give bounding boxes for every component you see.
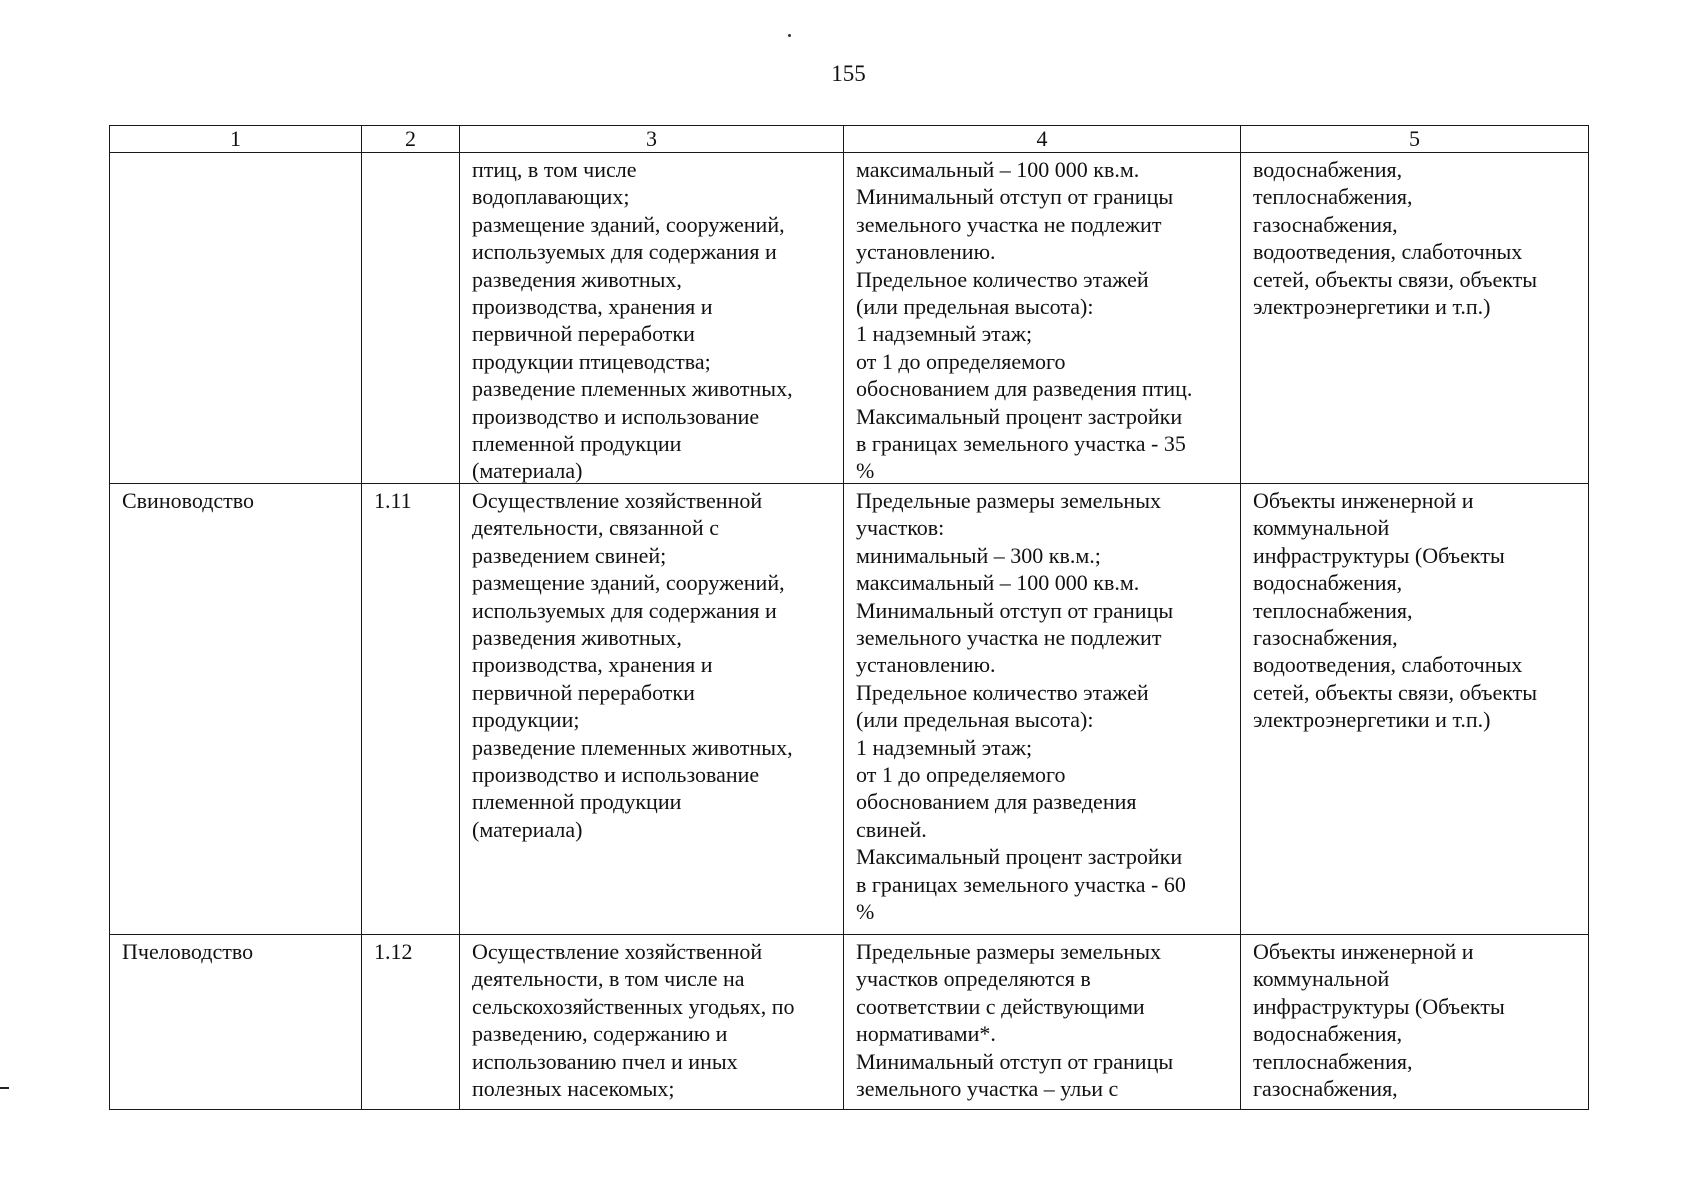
cell-text-line: разведением свиней; (472, 542, 667, 568)
cell-text-line: коммунальной (1253, 515, 1390, 541)
table-cell-col-2 (362, 935, 460, 1110)
table-header (110, 126, 1589, 153)
cell-text-line: (или предельная высота): (856, 707, 1094, 733)
cell-content (362, 153, 459, 483)
cell-text-line: участков: (856, 515, 945, 541)
cell-text-line: Осуществление хозяйственной (472, 939, 763, 964)
cell-content (460, 935, 843, 1109)
cell-text-line: Пчеловодство (122, 939, 254, 964)
cell-text-line: используемых для содержания и (472, 239, 777, 265)
cell-text-line: коммунальной (1253, 966, 1390, 992)
cell-text-line: водоснабжения, (1253, 1021, 1403, 1047)
cell-text-line: продукции птицеводства; (472, 348, 711, 374)
table-cell-col-1 (110, 484, 362, 935)
cell-text-line: % (856, 458, 875, 483)
cell-text-line: размещение зданий, сооружений, (472, 570, 785, 596)
cell-text-line: обоснованием для разведения птиц. (856, 376, 1193, 402)
cell-content (110, 153, 361, 483)
page-number: 155 (831, 61, 866, 86)
cell-text-line: от 1 до определяемого (856, 348, 1066, 374)
cell-content (844, 935, 1240, 1109)
cell-text-line: Максимальный процент застройки (856, 844, 1183, 870)
cell-text-line: разведению, содержанию и (472, 1021, 728, 1047)
table-cell-col-5 (1241, 153, 1589, 484)
cell-content (460, 153, 843, 483)
cell-text-line: Предельные размеры земельных (856, 488, 1161, 513)
cell-text-line: Предельное количество этажей (856, 679, 1149, 705)
table-cell-col-2 (362, 153, 460, 484)
cell-text-line: нормативами*. (856, 1021, 996, 1047)
header-col-5: 5 (1241, 126, 1589, 153)
cell-text-line: используемых для содержания и (472, 597, 777, 623)
table-cell-col-3 (460, 935, 844, 1110)
header-col-2: 2 (362, 126, 460, 153)
cell-text-line: сетей, объекты связи, объекты (1253, 679, 1538, 705)
cell-text-line: водоотведения, слаботочных (1253, 239, 1523, 265)
table-cell-col-4 (844, 484, 1241, 935)
cell-text-line: использованию пчел и иных (472, 1048, 738, 1074)
cell-text-line: земельного участка не подлежит (856, 625, 1162, 651)
cell-text-line: полезных насекомых; (472, 1076, 675, 1102)
cell-text-line: в границах земельного участка - 35 (856, 431, 1186, 457)
cell-text-line: инфраструктуры (Объекты (1253, 542, 1505, 568)
cell-text-line: птиц, в том числе (472, 157, 637, 182)
cell-text-line: производства, хранения и (472, 294, 713, 320)
cell-text-line: Предельные размеры земельных (856, 939, 1161, 964)
cell-text-line: племенной продукции (472, 789, 682, 815)
cell-text-line: размещение зданий, сооружений, (472, 211, 785, 237)
cell-content (362, 935, 459, 1109)
cell-content (1241, 935, 1588, 1109)
cell-text-line: в границах земельного участка - 60 (856, 871, 1186, 897)
cell-text-line: (или предельная высота): (856, 294, 1094, 320)
cell-text-line: Минимальный отступ от границы (856, 1048, 1174, 1074)
cell-text-line: племенной продукции (472, 431, 682, 457)
cell-content (1241, 484, 1588, 934)
table-cell-col-4 (844, 935, 1241, 1110)
cell-text-line: 1 надземный этаж; (856, 321, 1033, 347)
cell-text-line: производство и использование (472, 403, 760, 429)
cell-text-line: установлению. (856, 652, 996, 678)
table-cell-col-4 (844, 153, 1241, 484)
cell-text-line: газоснабжения, (1253, 1076, 1398, 1102)
table-cell-col-3 (460, 484, 844, 935)
cell-text-line: обоснованием для разведения (856, 789, 1137, 815)
cell-text-line: % (856, 899, 875, 925)
cell-text-line: электроэнергетики и т.п.) (1253, 707, 1491, 733)
scan-edge-mark (0, 1087, 9, 1089)
cell-text-line: сетей, объекты связи, объекты (1253, 266, 1538, 292)
cell-text-line: первичной переработки (472, 679, 695, 705)
cell-text-line: 1 надземный этаж; (856, 734, 1033, 760)
header-col-4: 4 (844, 126, 1241, 153)
cell-text-line: 1.11 (374, 488, 412, 513)
cell-text-line: водоснабжения, (1253, 570, 1403, 596)
cell-text-line: свиней. (856, 816, 927, 842)
cell-text-line: Максимальный процент застройки (856, 403, 1183, 429)
table-body (110, 153, 1589, 1110)
cell-text-line: деятельности, в том числе на (472, 966, 745, 992)
table-cell-col-2 (362, 484, 460, 935)
table-row (110, 484, 1589, 935)
cell-content (844, 484, 1240, 934)
regulations-table (109, 125, 1589, 1110)
cell-text-line: соответствии с действующими (856, 993, 1145, 1019)
cell-content (110, 484, 361, 934)
cell-text-line: электроэнергетики и т.п.) (1253, 294, 1491, 320)
cell-text-line: Объекты инженерной и (1253, 488, 1474, 513)
cell-text-line: производство и использование (472, 762, 760, 788)
cell-text-line: Свиноводство (122, 488, 255, 513)
cell-text-line: теплоснабжения, (1253, 597, 1413, 623)
header-col-1: 1 (110, 126, 362, 153)
cell-text-line: водоснабжения, (1253, 157, 1403, 182)
table-cell-col-5 (1241, 484, 1589, 935)
cell-text-line: разведение племенных животных, (472, 376, 793, 402)
cell-text-line: разведение племенных животных, (472, 734, 793, 760)
cell-text-line: Предельное количество этажей (856, 266, 1149, 292)
cell-text-line: максимальный – 100 000 кв.м. (856, 157, 1140, 182)
cell-text-line: теплоснабжения, (1253, 1048, 1413, 1074)
scan-speck (788, 34, 791, 37)
cell-text-line: установлению. (856, 239, 996, 265)
cell-text-line: деятельности, связанной с (472, 515, 719, 541)
cell-text-line: максимальный – 100 000 кв.м. (856, 570, 1140, 596)
cell-text-line: производства, хранения и (472, 652, 713, 678)
cell-text-line: Осуществление хозяйственной (472, 488, 763, 513)
cell-text-line: земельного участка не подлежит (856, 211, 1162, 237)
cell-text-line: водоплавающих; (472, 184, 630, 210)
cell-content (844, 153, 1240, 483)
cell-text-line: Минимальный отступ от границы (856, 597, 1174, 623)
cell-text-line: продукции; (472, 707, 580, 733)
cell-text-line: разведения животных, (472, 266, 682, 292)
cell-text-line: водоотведения, слаботочных (1253, 652, 1523, 678)
cell-content (362, 484, 459, 934)
table-row (110, 935, 1589, 1110)
cell-text-line: 1.12 (374, 939, 413, 964)
cell-content (1241, 153, 1588, 483)
cell-text-line: (материала) (472, 458, 583, 483)
cell-text-line: сельскохозяйственных угодьях, по (472, 993, 795, 1019)
cell-text-line: (материала) (472, 816, 583, 842)
table-row (110, 153, 1589, 484)
cell-text-line: минимальный – 300 кв.м.; (856, 542, 1101, 568)
header-col-3: 3 (460, 126, 844, 153)
cell-text-line: инфраструктуры (Объекты (1253, 993, 1505, 1019)
cell-text-line: Объекты инженерной и (1253, 939, 1474, 964)
table-cell-col-1 (110, 935, 362, 1110)
cell-text-line: теплоснабжения, (1253, 184, 1413, 210)
cell-text-line: участков определяются в (856, 966, 1091, 992)
cell-text-line: первичной переработки (472, 321, 695, 347)
cell-text-line: от 1 до определяемого (856, 762, 1066, 788)
table-cell-col-5 (1241, 935, 1589, 1110)
table-cell-col-3 (460, 153, 844, 484)
table-cell-col-1 (110, 153, 362, 484)
cell-text-line: газоснабжения, (1253, 211, 1398, 237)
cell-text-line: газоснабжения, (1253, 625, 1398, 651)
cell-text-line: земельного участка – ульи с (856, 1076, 1119, 1102)
cell-content (460, 484, 843, 934)
cell-text-line: разведения животных, (472, 625, 682, 651)
cell-text-line: Минимальный отступ от границы (856, 184, 1174, 210)
cell-content (110, 935, 361, 1109)
header-row (110, 126, 1589, 153)
